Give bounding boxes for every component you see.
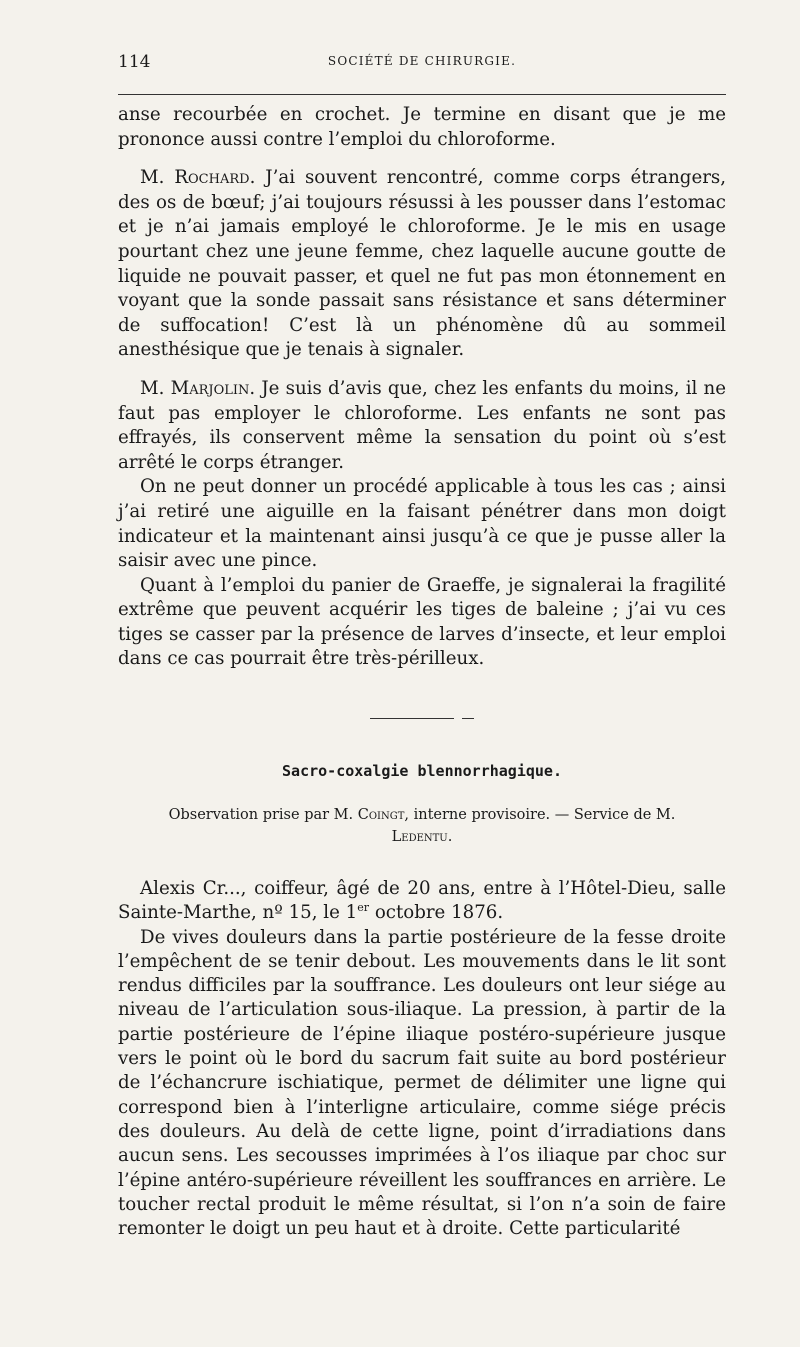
author-name: Coingt: [357, 807, 405, 823]
observation-text: [118, 877, 726, 1241]
page-number: 114: [118, 52, 151, 72]
speaker-name: M. Rochard.: [140, 167, 256, 189]
separator-gap: [454, 716, 462, 721]
page-header: [118, 52, 726, 76]
paragraph: anse recourbée en crochet. Je termine en disant que je me prononce aussi contre l’emploi du chloroforme.: [118, 104, 726, 150]
paragraph-text: J’ai souvent rencontré, comme corps étrangers, des os de bœuf; j’ai toujours résussi à les pousser dans l’estomac et je n’ai jamais employé le chloroforme. Je le mis en usage pourtant chez une jeune femme, chez laquelle aucune goutte de liquide ne pouvait passer, et quel ne fut pas mon étonnement en voyant que la sonde passait sans résistance et sans déterminer de suffocation! C’est là un phénomène dû au sommeil anesthésique que je tenais à signaler.: [118, 167, 727, 361]
section-subtitle: [152, 804, 692, 848]
superscript: er: [357, 901, 370, 915]
paragraph-rochard: [118, 166, 726, 363]
paragraph-patient: [118, 877, 726, 926]
paragraph: De vives douleurs dans la partie postérieure de la fesse droite l’empêchent de se tenir debout. Les mouvements dans le lit sont rendus difficiles par la souffrance. Les douleurs ont leur siége au niveau de l’articulation sous-iliaque. La pression, à partir de la partie postérieure de l’épine iliaque postéro-supérieure jusque vers le point où le bord du sacrum fait suite au bord postérieur de l’échancrure ischiatique, permet de délimiter une ligne qui correspond bien à l’interligne articulaire, comme siége précis des douleurs. Au delà de cette ligne, point d’irradiations dans aucun sens. Les secousses imprimées à l’os iliaque par choc sur l’épine antéro-supérieure réveillent les souffrances en arrière. Le toucher rectal produit le même résultat, si l’on n’a soin de faire remonter le doigt un peu haut et à droite. Cette particularité: [118, 926, 726, 1240]
speaker-name: M. Marjolin.: [140, 377, 256, 399]
subtitle-text: Observation prise par M.: [168, 807, 358, 823]
paragraph: Quant à l’emploi du panier de Graeffe, je signalerai la fragilité extrême que peuvent acquérir les tiges de baleine ; j’ai vu ces tiges se casser par la présence de larves d’insecte, et leur emploi dans ce cas pourrait être très-périlleux.: [118, 574, 726, 670]
paragraph: On ne peut donner un procédé applicable à tous les cas ; ainsi j’ai retiré une aiguille en la faisant pénétrer dans mon doigt indicateur et la maintenant ainsi jusqu’à ce que je pusse aller la saisir avec une pince.: [118, 476, 726, 572]
discussion-text: [118, 103, 726, 672]
header-rule: [118, 94, 726, 95]
subtitle-text: , interne provisoire. — Service de M.: [404, 807, 676, 823]
paragraph-text: Je suis d’avis que, chez les enfants du moins, il ne faut pas employer le chloroforme. Les enfants ne sont pas effrayés, ils conservent même la sensation du point où s’est arrêté le corps étranger.: [118, 377, 726, 473]
service-name: Ledentu: [391, 829, 448, 845]
paragraph-marjolin: [118, 377, 726, 475]
subtitle-text: .: [447, 829, 453, 845]
paragraph-text: Alexis Cr..., coiffeur, âgé de 20 ans, entre à l’Hôtel-Dieu, salle Sainte-Marthe, nº 15, le 1: [118, 878, 726, 924]
paragraph-text: octobre 1876.: [369, 902, 504, 924]
section-title: Sacro-coxalgie blennorrhagique.: [282, 762, 562, 780]
running-head: SOCIÉTÉ DE CHIRURGIE.: [327, 54, 517, 68]
